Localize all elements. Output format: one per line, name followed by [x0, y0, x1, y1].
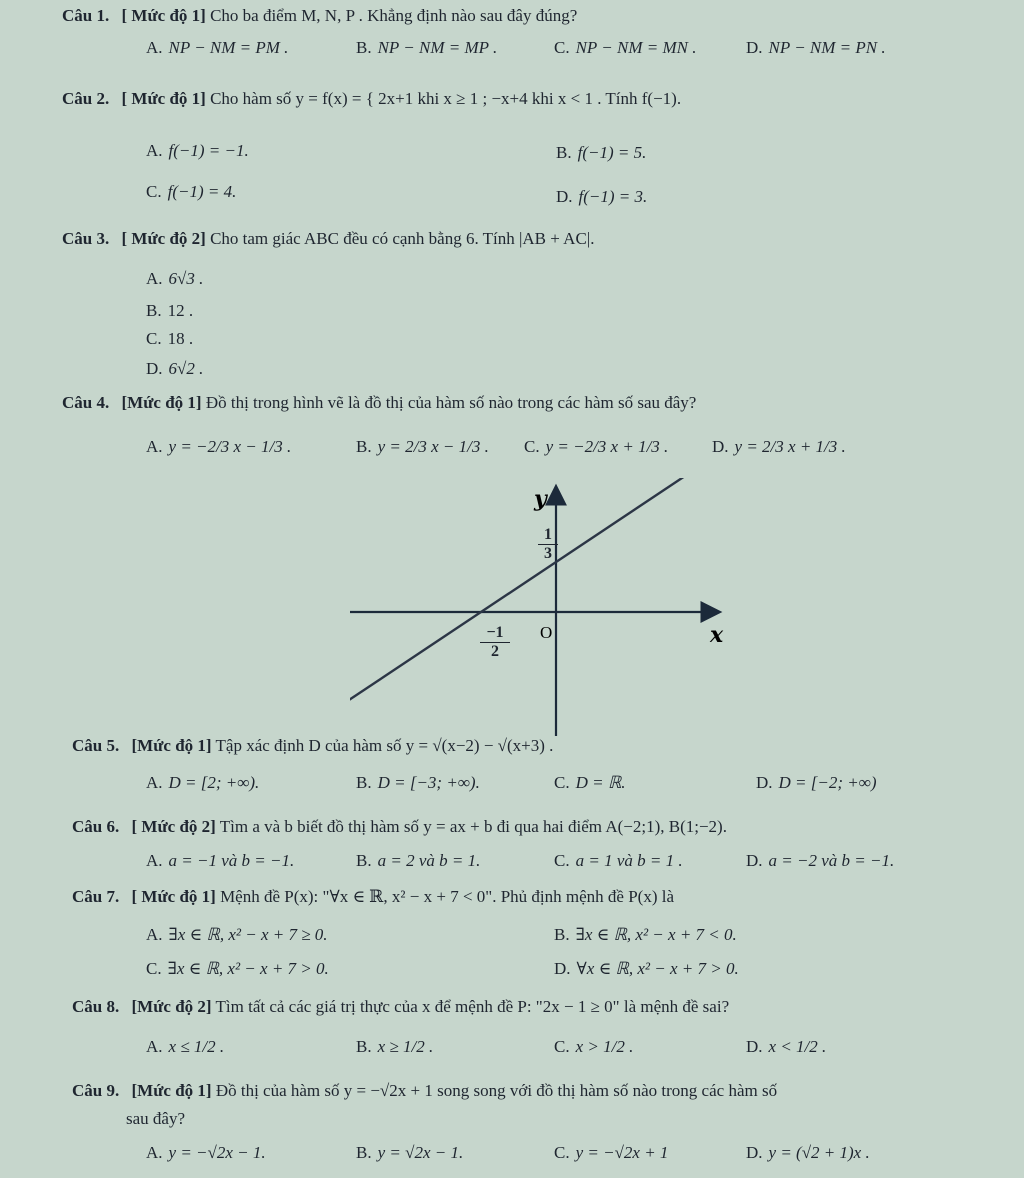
- question-text: Tìm a và b biết đồ thị hàm số y = ax + b đi qua hai điểm A(−2;1), B(1;−2).: [219, 817, 727, 836]
- x-intercept-num: −1: [486, 624, 504, 641]
- option-c: C. D = ℝ.: [554, 773, 626, 792]
- option-a: A. 6√3 .: [146, 269, 204, 288]
- y-intercept-den: 3: [544, 545, 552, 562]
- question-text: Cho ba điểm M, N, P . Khẳng định nào sau đây đúng?: [210, 6, 578, 25]
- option-a: A. NP − NM = PM .: [146, 38, 289, 57]
- question-level: [Mức độ 1]: [121, 393, 202, 412]
- option-c: C. a = 1 và b = 1 .: [554, 851, 683, 870]
- option-b: B. x ≥ 1/2 .: [356, 1037, 434, 1056]
- question-1: [62, 5, 577, 27]
- x-intercept-den: 2: [491, 643, 499, 660]
- question-number: Câu 6.: [72, 817, 120, 836]
- y-intercept-label: [538, 526, 558, 563]
- question-level: [Mức độ 2]: [131, 997, 212, 1016]
- question-text: Đồ thị của hàm số y = −√2x + 1 song song với đồ thị hàm số nào trong các hàm số: [215, 1081, 778, 1100]
- option-b: B. ∃x ∈ ℝ, x² − x + 7 < 0.: [554, 925, 737, 944]
- question-8: [72, 996, 729, 1018]
- option-b: B. D = [−3; +∞).: [356, 773, 480, 792]
- question-3: [62, 228, 594, 250]
- question-level: [Mức độ 1]: [131, 736, 212, 755]
- option-b: B. a = 2 và b = 1.: [356, 851, 481, 870]
- y-intercept-num: 1: [544, 526, 552, 543]
- question-number: Câu 4.: [62, 393, 110, 412]
- option-c: C. ∃x ∈ ℝ, x² − x + 7 > 0.: [146, 959, 329, 978]
- option-a: A. y = −2/3 x − 1/3 .: [146, 437, 292, 456]
- option-d: D. y = (√2 + 1)x .: [746, 1143, 870, 1162]
- question-number: Câu 3.: [62, 229, 110, 248]
- question-5: [72, 735, 553, 757]
- option-a: A. a = −1 và b = −1.: [146, 851, 295, 870]
- graph-canvas: [350, 478, 730, 738]
- option-d: D. NP − NM = PN .: [746, 38, 886, 57]
- question-text: Mệnh đề P(x): "∀x ∈ ℝ, x² − x + 7 < 0". Phủ định mệnh đề P(x) là: [220, 887, 675, 906]
- option-b: B. y = √2x − 1.: [356, 1143, 464, 1162]
- question-text: Cho tam giác ABC đều có cạnh bằng 6. Tính |AB + AC|.: [210, 229, 595, 248]
- question-2: [62, 88, 681, 110]
- question-9-continued: sau đây?: [126, 1109, 186, 1128]
- function-graph: [350, 478, 730, 738]
- question-text: Cho hàm số y = f(x) = { 2x+1 khi x ≥ 1 ; −x+4 khi x < 1 . Tính f(−1).: [210, 89, 682, 108]
- option-c: C. x > 1/2 .: [554, 1037, 634, 1056]
- option-b: B. f(−1) = 5.: [556, 143, 647, 162]
- option-a: A. x ≤ 1/2 .: [146, 1037, 225, 1056]
- question-level: [ Mức độ 1]: [131, 887, 216, 906]
- question-6: [72, 816, 727, 838]
- option-c: C. NP − NM = MN .: [554, 38, 697, 57]
- question-level: [ Mức độ 2]: [131, 817, 216, 836]
- question-number: Câu 5.: [72, 736, 120, 755]
- option-a: A. D = [2; +∞).: [146, 773, 260, 792]
- question-text: Đồ thị trong hình vẽ là đồ thị của hàm số nào trong các hàm số sau đây?: [205, 393, 697, 412]
- option-c: C. 18 .: [146, 329, 194, 348]
- question-level: [ Mức độ 2]: [121, 229, 206, 248]
- question-number: Câu 1.: [62, 6, 110, 25]
- option-c: C. y = −2/3 x + 1/3 .: [524, 437, 669, 456]
- question-9: [72, 1080, 777, 1102]
- option-d: D. a = −2 và b = −1.: [746, 851, 895, 870]
- question-number: Câu 9.: [72, 1081, 120, 1100]
- option-b: B. 12 .: [146, 301, 194, 320]
- question-level: [ Mức độ 1]: [121, 6, 206, 25]
- question-level: [Mức độ 1]: [131, 1081, 212, 1100]
- x-axis-label: x: [710, 622, 724, 648]
- option-b: B. y = 2/3 x − 1/3 .: [356, 437, 489, 456]
- question-level: [ Mức độ 1]: [121, 89, 206, 108]
- option-a: A. y = −√2x − 1.: [146, 1143, 266, 1162]
- option-c: C. y = −√2x + 1: [554, 1143, 669, 1162]
- option-d: D. 6√2 .: [146, 359, 204, 378]
- question-text: Tập xác định D của hàm số y = √(x−2) − √(x+3) .: [215, 736, 554, 755]
- question-number: Câu 8.: [72, 997, 120, 1016]
- origin-label: O: [540, 623, 553, 642]
- question-number: Câu 7.: [72, 887, 120, 906]
- y-axis-label: y: [534, 486, 547, 512]
- option-c: C. f(−1) = 4.: [146, 182, 237, 201]
- question-4: [62, 392, 696, 414]
- option-d: D. y = 2/3 x + 1/3 .: [712, 437, 846, 456]
- question-number: Câu 2.: [62, 89, 110, 108]
- option-d: D. f(−1) = 3.: [556, 187, 648, 206]
- option-a: A. ∃x ∈ ℝ, x² − x + 7 ≥ 0.: [146, 925, 328, 944]
- option-b: B. NP − NM = MP .: [356, 38, 498, 57]
- option-d: D. x < 1/2 .: [746, 1037, 827, 1056]
- option-a: A. f(−1) = −1.: [146, 141, 249, 160]
- option-d: D. ∀x ∈ ℝ, x² − x + 7 > 0.: [554, 959, 739, 978]
- x-intercept-label: [480, 624, 510, 661]
- question-text: Tìm tất cả các giá trị thực của x để mệnh đề P: "2x − 1 ≥ 0" là mệnh đề sai?: [215, 997, 730, 1016]
- option-d: D. D = [−2; +∞): [756, 773, 877, 792]
- question-7: [72, 886, 674, 908]
